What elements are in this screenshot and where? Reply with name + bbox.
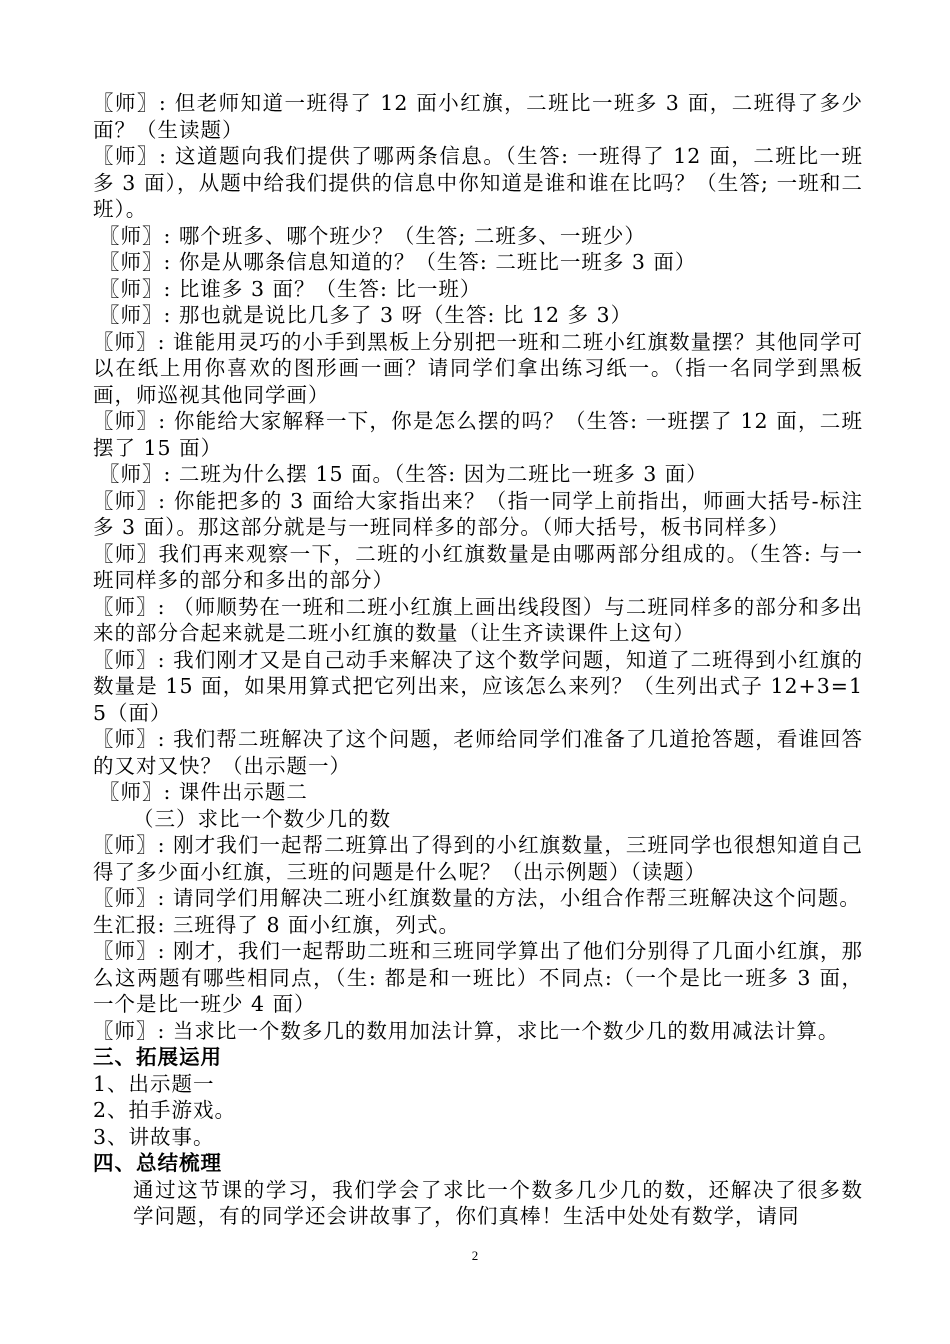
paragraph: 〖师〗: 这道题向我们提供了哪两条信息。（生答: 一班得了 12 面，二班比一班多 3 面），从题中给我们提供的信息中你知道是谁和谁在比吗？（生答; 一班和二班）。 [93,144,863,221]
paragraph: 通过这节课的学习，我们学会了求比一个数多几少几的数，还解决了很多数学问题，有的同学还会讲故事了，你们真棒！生活中处处有数学，请同 [133,1177,863,1228]
paragraph: 〖师〗: 比谁多 3 面？（生答: 比一班） [99,276,482,301]
paragraph: 〖师〗: 当求比一个数多几的数用加法计算，求比一个数少几的数用减法计算。 [93,1018,840,1043]
list-item: 3、讲故事。 [93,1124,215,1149]
page-number: 2 [471,1248,479,1263]
paragraph: 生汇报: 三班得了 8 面小红旗，列式。 [93,912,460,937]
paragraph: 〖师〗: 你能把多的 3 面给大家指出来？（指一同学上前指出，师画大括号-标注多 3 面）。那这部分就是与一班同样多的部分。（师大括号，板书同样多） [93,488,863,539]
paragraph: 〖师〗: 但老师知道一班得了 12 面小红旗，二班比一班多 3 面，二班得了多少面？（生读题） [93,91,863,142]
paragraph: 〖师〗: 谁能用灵巧的小手到黑板上分别把一班和二班小红旗数量摆？其他同学可以在纸上用你喜欢的图形画一画？请同学们拿出练习纸一。（指一名同学到黑板画，师巡视其他同学画） [93,329,863,407]
list-item: 1、出示题一 [93,1071,215,1096]
document-body [93,90,863,1230]
paragraph: 〖师〗: 刚才，我们一起帮助二班和三班同学算出了他们分别得了几面小红旗，那么这两题有哪些相同点，（生: 都是和一班比）不同点:（一个是比一班多 3 面，一个是比一班少 4 面） [93,939,863,1016]
paragraph: 〖师〗: 刚才我们一起帮二班算出了得到的小红旗数量，三班同学也很想知道自己得了多少面小红旗，三班的问题是什么呢？（出示例题）（读题） [93,833,863,884]
subsection-heading: （三）求比一个数少几的数 [133,806,391,831]
section-heading: 三、拓展运用 [93,1045,222,1069]
paragraph: 〖师〗: 你是从哪条信息知道的？（生答: 二班比一班多 3 面） [99,250,697,274]
paragraph: 〖师〗我们再来观察一下，二班的小红旗数量是由哪两部分组成的。（生答: 与一班同样多的部分和多出的部分） [93,541,863,592]
paragraph: 〖师〗: 我们刚才又是自己动手来解决了这个数学问题，知道了二班得到小红旗的数量是 15 面，如果用算式把它列出来，应该怎么来列？（生列出式子 12+3=15（面） [93,647,863,725]
paragraph: 〖师〗: 那也就是说比几多了 3 呀（生答: 比 12 多 3） [99,303,633,327]
section-heading: 四、总结梳理 [93,1151,222,1175]
paragraph: 〖师〗: 我们帮二班解决了这个问题，老师给同学们准备了几道抢答题，看谁回答的又对又快？（出示题一） [93,727,863,778]
paragraph: 〖师〗: 你能给大家解释一下，你是怎么摆的吗？（生答: 一班摆了 12 面，二班摆了 15 面） [93,409,863,460]
paragraph: 〖师〗: 请同学们用解决二班小红旗数量的方法，小组合作帮三班解决这个问题。 [93,886,861,910]
list-item: 2、拍手游戏。 [93,1098,237,1122]
paragraph: 〖师〗: 二班为什么摆 15 面。（生答: 因为二班比一班多 3 面） [99,462,708,486]
paragraph: 〖师〗: 哪个班多、哪个班少？（生答; 二班多、一班少） [99,223,646,248]
paragraph: 〖师〗: 课件出示题二 [99,780,308,804]
paragraph: 〖师〗: （师顺势在一班和二班小红旗上画出线段图）与二班同样多的部分和多出来的部分合起来就是二班小红旗的数量（让生齐读课件上这句） [93,594,863,645]
